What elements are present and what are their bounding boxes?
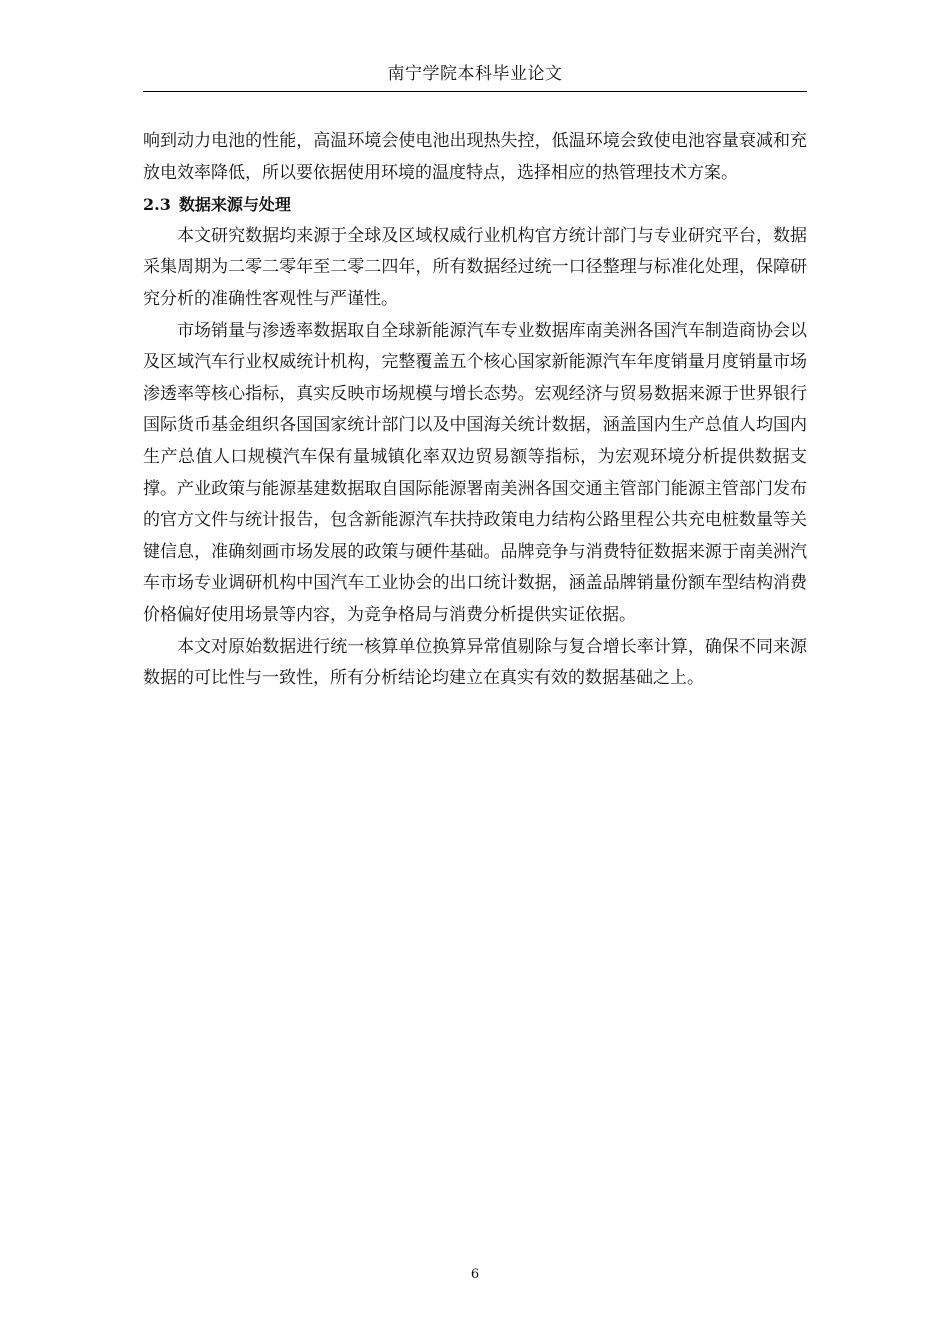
body-paragraph-3: 本文对原始数据进行统一核算单位换算异常值剔除与复合增长率计算，确保不同来源数据的可比性与一致性，所有分析结论均建立在真实有效的数据基础之上。 [143,636,807,689]
page-number: 6 [470,1267,480,1282]
continued-paragraph: 响到动力电池的性能，高温环境会使电池出现热失控，低温环境会致使电池容量衰减和充放电效率降低，所以要依据使用环境的温度特点，选择相应的热管理技术方案。 [143,131,807,183]
section-heading [143,189,807,221]
header-divider [143,91,807,92]
section-title: 数据来源与处理 [178,195,291,215]
section-number: 2.3 [143,195,171,215]
body-paragraph-1: 本文研究数据均来源于全球及区域权威行业机构官方统计部门与专业研究平台，数据采集周期为二零二零年至二零二四年，所有数据经过统一口径整理与标准化处理，保障研究分析的准确性客观性与严谨性。 [143,225,807,309]
page-body [143,126,807,695]
body-paragraph-2: 市场销量与渗透率数据取自全球新能源汽车专业数据库南美洲各国汽车制造商协会以及区域汽车行业权威统计机构，完整覆盖五个核心国家新能源汽车年度销量月度销量市场渗透率等核心指标，真实反映市场规模与增长态势。宏观经济与贸易数据来源于世界银行国际货币基金组织各国国家统计部门以及中国海关统计数据，涵盖国内生产总值人均国内生产总值人口规模汽车保有量城镇化率双边贸易额等指标，为宏观环境分析提供数据支撑。产业政策与能源基建数据取自国际能源署南美洲各国交通主管部门能源主管部门发布的官方文件与统计报告，包含新能源汽车扶持政策电力结构公路里程公共充电桩数量等关键信息，准确刻画市场发展的政策与硬件基础。品牌竞争与消费特征数据来源于南美洲汽车市场专业调研机构中国汽车工业协会的出口统计数据，涵盖品牌销量份额车型结构消费价格偏好使用场景等内容，为竞争格局与消费分析提供实证依据。 [143,320,807,625]
running-header: 南宁学院本科毕业论文 [387,64,563,84]
